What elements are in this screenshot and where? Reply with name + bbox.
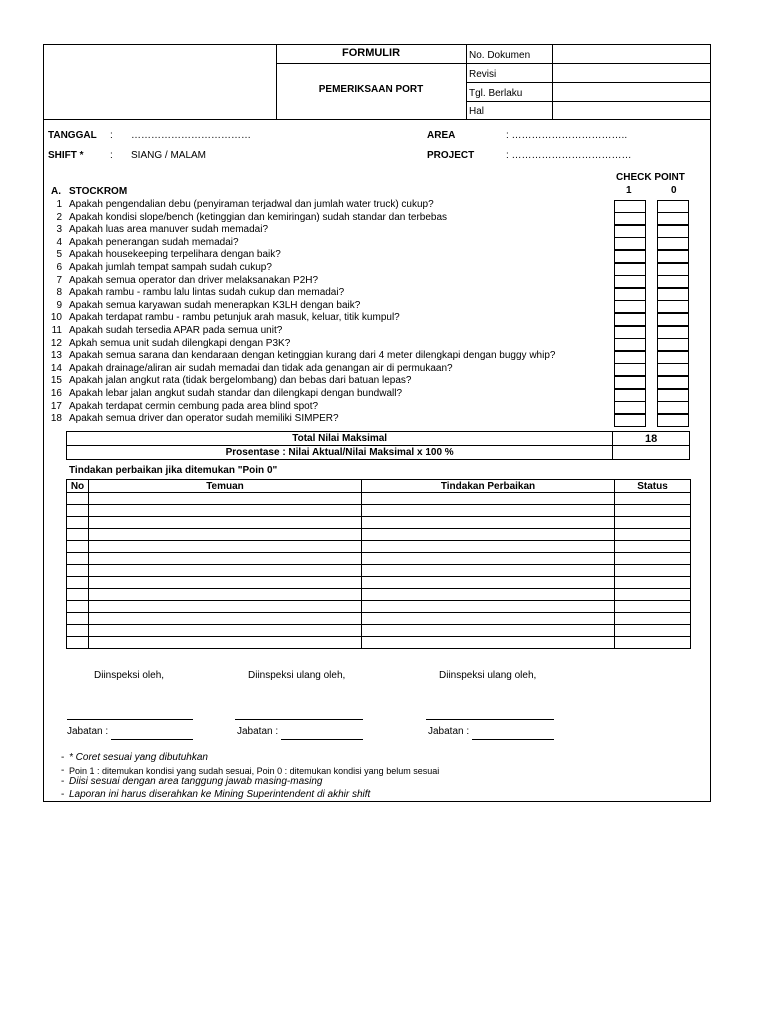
area-value: : …………………………….. [506,130,628,141]
totals-table [66,431,690,460]
question-number: 1 [56,199,62,210]
checkpoint-col-0: 0 [671,185,677,196]
fix-cell-temuan[interactable] [89,577,362,589]
fix-cell-status[interactable] [615,637,691,649]
fix-cell-tindakan[interactable] [362,625,615,637]
question-number: 18 [50,413,62,425]
note-dash: - [61,776,65,787]
checkbox-point-0[interactable] [657,275,689,288]
fix-cell-tindakan[interactable] [362,493,615,505]
checkbox-point-0[interactable] [657,200,689,213]
project-value: : ……………………………… [506,150,632,161]
tanggal-value: ……………………………… [131,130,251,141]
fix-cell-tindakan[interactable] [362,517,615,529]
signature-2-jabatan-line[interactable] [281,739,363,740]
question-text: Apakah sudah tersedia APAR pada semua unit? [69,325,283,336]
question-text: Apakah kondisi slope/bench (ketinggian dan kemiringan) sudah standar dan terbebas [69,211,448,223]
form-title: PEMERIKSAAN PORT [318,84,424,95]
formulir-underline [276,63,466,64]
question-text: Apakah semua karyawan sudah menerapkan K3LH dengan baik? [69,299,361,311]
checkbox-point-1[interactable] [614,275,646,288]
fix-cell-status[interactable] [615,553,691,565]
fix-cell-tindakan[interactable] [362,613,615,625]
question-text: Apakah drainage/aliran air sudah memadai dan tidak ada genangan air di permukaan? [69,362,453,374]
fix-cell-temuan[interactable] [89,517,362,529]
fix-cell-no[interactable] [67,589,89,601]
fix-cell-status[interactable] [615,541,691,553]
fix-cell-temuan[interactable] [89,505,362,517]
fix-cell-temuan[interactable] [89,541,362,553]
note-text: Poin 1 : ditemukan kondisi yang sudah sesuai, Poin 0 : ditemukan kondisi yang belum sesuai [69,766,440,776]
checkbox-point-1[interactable] [614,288,646,301]
doc-row-line-1 [466,63,711,64]
fix-cell-temuan[interactable] [89,613,362,625]
question-text: Apakah semua sarana dan kendaraan dengan ketinggian kurang dari 4 meter dilengkapi dengan buggy whip? [69,350,556,362]
checkbox-point-0[interactable] [657,300,689,313]
question-number: 2 [56,211,62,223]
fix-table-row [67,541,691,553]
fix-cell-no[interactable] [67,613,89,625]
checkbox-point-1[interactable] [614,250,646,263]
signature-2-line[interactable] [235,719,363,720]
fix-cell-no[interactable] [67,529,89,541]
question-text: Apakah pengendalian debu (penyiraman terjadwal dan jumlah water truck) cukup? [69,199,434,210]
fix-cell-status[interactable] [615,517,691,529]
question-number: 12 [50,337,62,349]
checkbox-point-1[interactable] [614,338,646,351]
checkbox-point-0[interactable] [657,338,689,351]
fix-table-row [67,565,691,577]
total-value: 18 [613,432,690,446]
tanggal-colon: : [110,130,113,141]
checkbox-point-1[interactable] [614,326,646,339]
checkbox-point-0[interactable] [657,225,689,238]
question-text: Apakah rambu - rambu lalu lintas sudah cukup dan memadai? [69,287,345,299]
signature-1-jabatan-line[interactable] [111,739,193,740]
question-text: Apakah semua driver dan operator sudah memiliki SIMPER? [69,413,339,425]
signature-1-line[interactable] [67,719,193,720]
checkbox-point-1[interactable] [614,376,646,389]
question-number: 13 [50,350,62,362]
note-dash: - [61,765,65,776]
percentage-value[interactable] [613,446,690,460]
question-text: Apkah semua unit sudah dilengkapi dengan P3K? [69,337,291,349]
fix-cell-status[interactable] [615,589,691,601]
doc-field-tgl-berlaku: Tgl. Berlaku [469,88,523,99]
note-dash: - [61,752,65,763]
fix-cell-no[interactable] [67,517,89,529]
tanggal-label: TANGGAL [48,130,97,141]
shift-label: SHIFT * [48,150,84,161]
fix-cell-status[interactable] [615,565,691,577]
note-text: Laporan ini harus diserahkan ke Mining Superintendent di akhir shift [69,789,371,800]
fix-cell-tindakan[interactable] [362,577,615,589]
question-number: 10 [50,312,62,324]
fix-cell-status[interactable] [615,613,691,625]
question-number: 11 [51,325,62,336]
fix-table-row [67,625,691,637]
checkbox-point-1[interactable] [614,212,646,225]
checkpoint-label: CHECK POINT [616,172,685,183]
fix-cell-no[interactable] [67,565,89,577]
fix-cell-tindakan[interactable] [362,529,615,541]
question-number: 9 [56,299,62,311]
doc-field-no-dokumen: No. Dokumen [469,50,531,61]
checkbox-point-0[interactable] [657,263,689,276]
fix-cell-status[interactable] [615,505,691,517]
checkbox-point-1[interactable] [614,300,646,313]
signature-3-jabatan-line[interactable] [472,739,554,740]
fix-cell-no[interactable] [67,541,89,553]
fix-cell-no[interactable] [67,625,89,637]
fix-cell-tindakan[interactable] [362,601,615,613]
checkbox-point-1[interactable] [614,237,646,250]
fix-table-row [67,601,691,613]
percentage-label: Prosentase : Nilai Aktual/Nilai Maksimal x 100 % [67,446,613,460]
fix-table [66,479,691,649]
fix-table-row [67,637,691,649]
fix-header-status: Status [615,480,691,493]
note-text: Diisi sesuai dengan area tanggung jawab masing-masing [69,776,323,787]
fix-table-row [67,505,691,517]
total-label: Total Nilai Maksimal [67,432,613,446]
question-text: Apakah jumlah tempat sampah sudah cukup? [69,262,272,273]
formulir-label: FORMULIR [341,47,401,59]
doc-field-hal: Hal [469,106,485,117]
checkbox-point-0[interactable] [657,363,689,376]
question-text: Apakah jalan angkut rata (tidak bergelombang) dan bebas dari batuan lepas? [69,375,412,387]
question-text: Apakah terdapat cermin cembung pada area blind spot? [69,400,319,412]
question-number: 17 [50,400,62,412]
fix-cell-no[interactable] [67,505,89,517]
checkbox-point-0[interactable] [657,376,689,389]
checkbox-point-0[interactable] [657,389,689,402]
fix-cell-temuan[interactable] [89,601,362,613]
fix-table-row [67,589,691,601]
question-number: 8 [56,287,62,299]
checkbox-point-0[interactable] [657,351,689,364]
note-text: * Coret sesuai yang dibutuhkan [69,752,208,763]
fix-table-row [67,493,691,505]
fix-header-tindakan: Tindakan Perbaikan [362,480,615,493]
checkbox-point-1[interactable] [614,263,646,276]
checkbox-point-1[interactable] [614,225,646,238]
fix-table-row [67,553,691,565]
checkbox-point-1[interactable] [614,313,646,326]
checkbox-point-0[interactable] [657,414,689,427]
fix-header-no: No [67,480,89,493]
checkbox-point-1[interactable] [614,401,646,414]
project-label: PROJECT [427,150,475,161]
fix-table-row [67,529,691,541]
question-number: 6 [56,262,62,273]
fix-cell-no[interactable] [67,637,89,649]
header-bottom-line [43,119,711,120]
question-number: 14 [50,362,62,374]
question-text: Apakah semua operator dan driver melaksanakan P2H? [69,274,319,286]
fix-cell-tindakan[interactable] [362,553,615,565]
question-number: 3 [56,224,62,236]
fix-cell-no[interactable] [67,601,89,613]
fix-cell-status[interactable] [615,493,691,505]
checkbox-point-0[interactable] [657,313,689,326]
fix-header-temuan: Temuan [89,480,362,493]
fix-cell-temuan[interactable] [89,553,362,565]
signature-3-jabatan: Jabatan : [428,726,470,737]
question-number: 16 [50,388,62,399]
fix-cell-status[interactable] [615,577,691,589]
signature-3-label: Diinspeksi ulang oleh, [439,670,537,681]
fix-table-row [67,613,691,625]
fix-cell-tindakan[interactable] [362,637,615,649]
fix-cell-temuan[interactable] [89,625,362,637]
fix-cell-no[interactable] [67,577,89,589]
fix-cell-temuan[interactable] [89,493,362,505]
checkbox-point-0[interactable] [657,237,689,250]
fix-cell-temuan[interactable] [89,589,362,601]
signature-2-label: Diinspeksi ulang oleh, [248,670,346,681]
checkbox-point-1[interactable] [614,389,646,402]
question-text: Apakah luas area manuver sudah memadai? [69,224,269,236]
fix-cell-temuan[interactable] [89,565,362,577]
doc-field-revisi: Revisi [469,69,497,80]
note-dash: - [61,789,65,800]
fix-cell-temuan[interactable] [89,637,362,649]
fix-table-row [67,577,691,589]
shift-colon: : [110,150,113,161]
signature-3-line[interactable] [426,719,554,720]
checkpoint-col-1: 1 [626,185,632,196]
checkbox-point-1[interactable] [614,200,646,213]
section-letter: A. [51,186,61,197]
section-title: STOCKROM [69,186,128,197]
checkbox-point-0[interactable] [657,250,689,263]
fix-cell-status[interactable] [615,529,691,541]
area-label: AREA [427,130,456,141]
fix-table-row [67,517,691,529]
question-number: 4 [56,236,62,248]
checkbox-point-0[interactable] [657,212,689,225]
doc-row-line-3 [466,101,711,102]
signature-1-jabatan: Jabatan : [67,726,109,737]
checkbox-point-0[interactable] [657,288,689,301]
signature-1-label: Diinspeksi oleh, [94,670,165,681]
checkbox-point-1[interactable] [614,414,646,427]
question-text: Apakah lebar jalan angkut sudah standar dan dilengkapi dengan bundwall? [69,388,403,399]
checkbox-point-0[interactable] [657,401,689,414]
fix-cell-tindakan[interactable] [362,505,615,517]
fix-cell-tindakan[interactable] [362,541,615,553]
shift-value: SIANG / MALAM [131,150,207,161]
fix-cell-status[interactable] [615,625,691,637]
question-number: 7 [56,274,62,286]
question-text: Apakah penerangan sudah memadai? [69,236,239,248]
doc-row-line-2 [466,82,711,83]
question-number: 5 [56,249,62,261]
checkbox-point-1[interactable] [614,351,646,364]
question-number: 15 [50,375,62,387]
checkbox-point-0[interactable] [657,326,689,339]
checkbox-point-1[interactable] [614,363,646,376]
fix-cell-tindakan[interactable] [362,589,615,601]
fix-cell-temuan[interactable] [89,529,362,541]
fix-table-title: Tindakan perbaikan jika ditemukan "Poin 0" [69,465,278,476]
fix-cell-no[interactable] [67,493,89,505]
signature-2-jabatan: Jabatan : [237,726,279,737]
fix-cell-no[interactable] [67,553,89,565]
question-text: Apakah terdapat rambu - rambu petunjuk arah masuk, keluar, titik kumpul? [69,312,400,324]
fix-cell-tindakan[interactable] [362,565,615,577]
fix-cell-status[interactable] [615,601,691,613]
question-text: Apakah housekeeping terpelihara dengan baik? [69,249,281,261]
